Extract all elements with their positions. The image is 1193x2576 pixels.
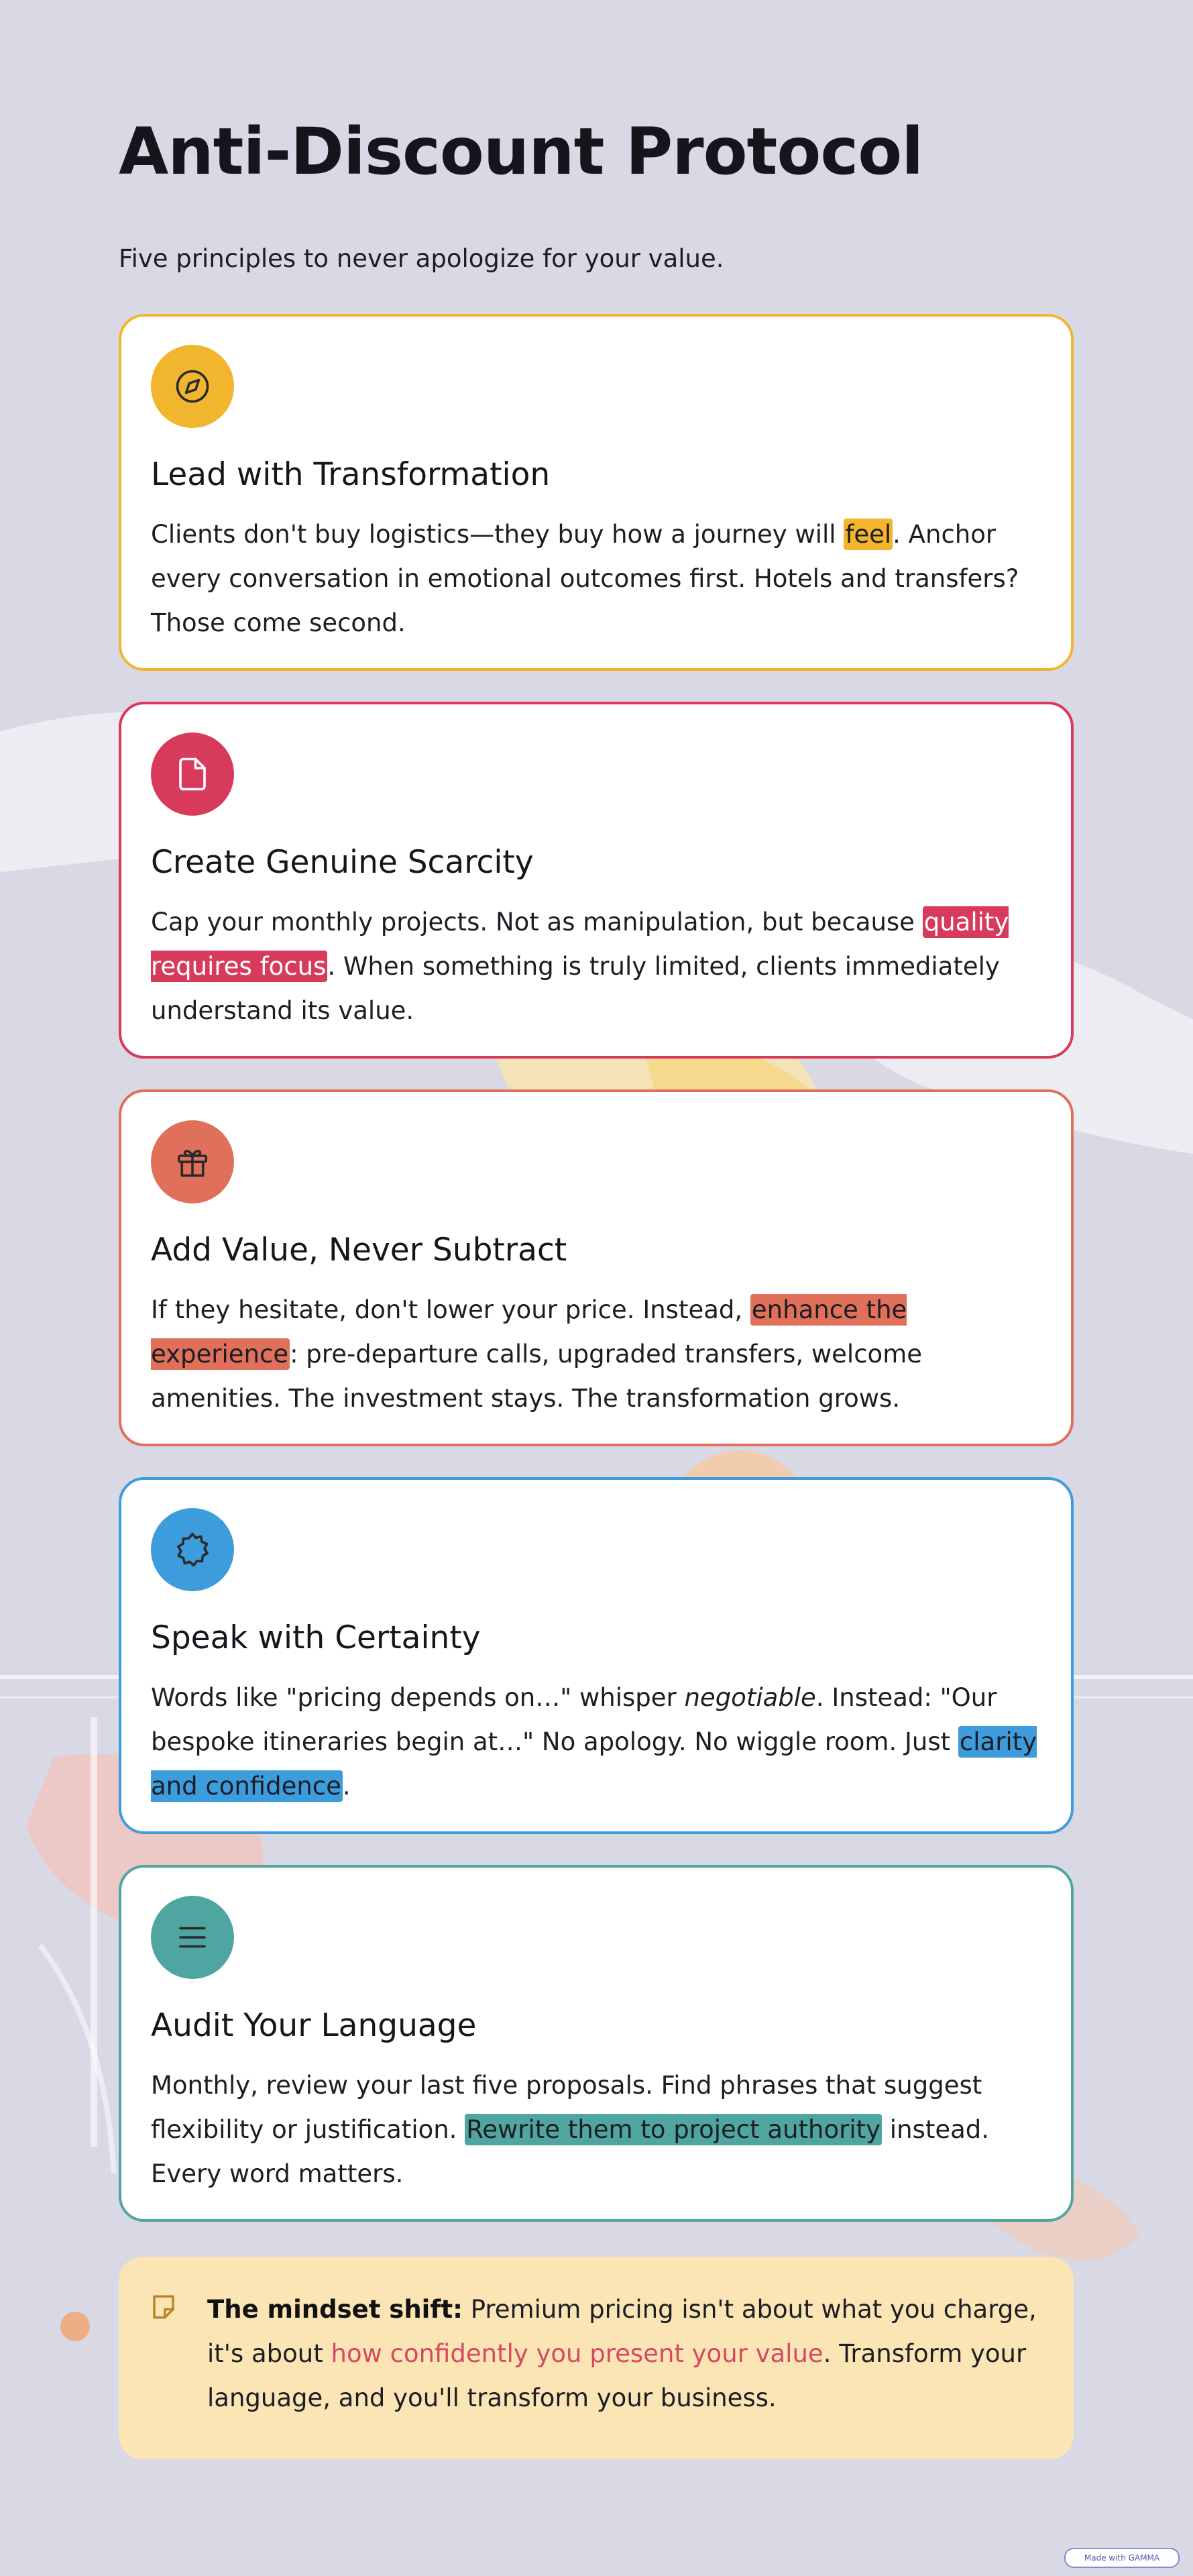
highlight: Rewrite them to project authority xyxy=(466,2115,881,2144)
card-text-after: . When something is truly limited, clients immediately understand its value. xyxy=(151,952,1000,1025)
card-title: Lead with Transformation xyxy=(151,456,551,493)
card-add-value-never-subtract xyxy=(119,1089,1074,1446)
callout-text xyxy=(207,2288,1045,2420)
gift-icon xyxy=(151,1120,234,1203)
card-text xyxy=(151,900,1049,1033)
compass-icon xyxy=(151,345,234,428)
card-text-before: Monthly, review your last five proposals. Find phrases that suggest flexibility or justification. xyxy=(151,2071,982,2144)
document-icon xyxy=(151,733,234,816)
card-text xyxy=(151,513,1049,645)
italic-text: negotiable xyxy=(684,1683,816,1712)
card-text xyxy=(151,1288,1049,1421)
card-title: Add Value, Never Subtract xyxy=(151,1232,567,1269)
card-text-after: . xyxy=(342,1772,351,1801)
card-title: Audit Your Language xyxy=(151,2007,477,2044)
highlight: clarity and confidence xyxy=(151,1727,1037,1801)
page-title: Anti-Discount Protocol xyxy=(119,114,923,189)
highlight: quality requires focus xyxy=(151,908,1009,981)
card-text-after: . Anchor every conversation in emotional outcomes first. Hotels and transfers? Those come second. xyxy=(151,520,1019,637)
card-title: Speak with Certainty xyxy=(151,1619,481,1656)
note-icon xyxy=(150,2293,178,2321)
badge-icon xyxy=(151,1508,234,1591)
card-speak-with-certainty xyxy=(119,1477,1074,1834)
menu-icon xyxy=(151,1896,234,1979)
made-with-gamma-badge[interactable]: Made with GAMMA xyxy=(1064,2548,1180,2568)
callout-text-after: . Transform your language, and you'll transform your business. xyxy=(207,2339,1027,2412)
mindset-callout xyxy=(119,2257,1074,2459)
callout-text-before: Premium pricing isn't about what you charge, it's about xyxy=(207,2295,1037,2368)
card-text-before: Words like "pricing depends on…" whisper xyxy=(151,1683,685,1712)
card-text xyxy=(151,2063,1049,2196)
page-subtitle: Five principles to never apologize for your value. xyxy=(119,244,724,273)
card-text-before: Cap your monthly projects. Not as manipulation, but because xyxy=(151,908,923,936)
card-text-after: : pre-departure calls, upgraded transfers, welcome amenities. The investment stays. The transformation grows. xyxy=(151,1340,922,1413)
card-create-genuine-scarcity xyxy=(119,702,1074,1059)
card-text-after: instead. Every word matters. xyxy=(151,2115,990,2188)
callout-emphasis: how confidently you present your value xyxy=(331,2339,823,2368)
card-text xyxy=(151,1676,1049,1809)
highlight: enhance the experience xyxy=(151,1295,907,1368)
highlight: feel xyxy=(845,520,892,549)
callout-label: The mindset shift: xyxy=(207,2295,463,2324)
card-text-before: Clients don't buy logistics—they buy how a journey will xyxy=(151,520,844,549)
card-text-before: If they hesitate, don't lower your price. Instead, xyxy=(151,1295,750,1324)
card-audit-your-language xyxy=(119,1865,1074,2222)
card-text-middle: . Instead: "Our bespoke itineraries begin at…" No apology. No wiggle room. Just xyxy=(151,1683,997,1756)
card-lead-with-transformation xyxy=(119,314,1074,671)
card-title: Create Genuine Scarcity xyxy=(151,844,534,881)
